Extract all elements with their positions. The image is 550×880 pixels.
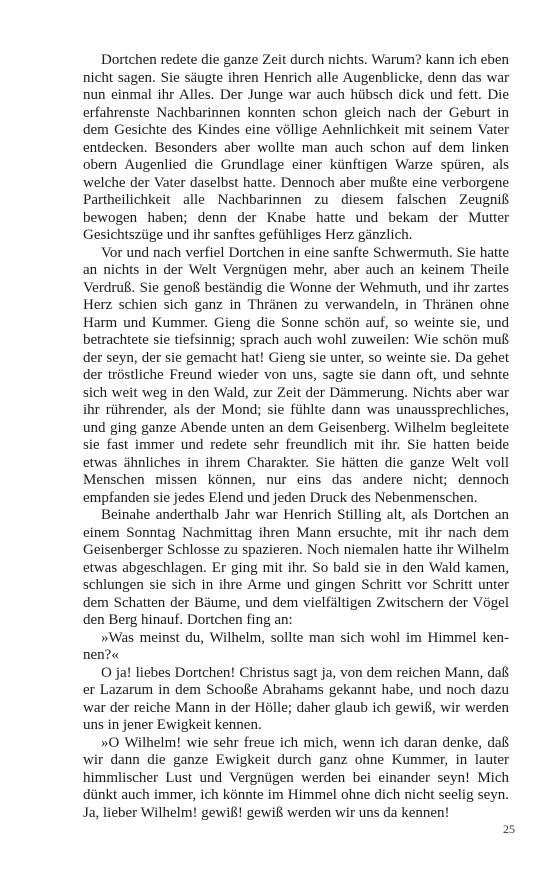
paragraph: Beinahe anderthalb Jahr war Henrich Stilling alt, als Dortchen an einem Sonntag Nachmittag ihren Mann ersuchte, mit ihr nach dem Geisenberger Schlosse zu spazieren. Noch niemalen hatte ihr Wilhelm etwas abgeschlagen. Er ging mit ihr. So bald sie in den Wald kamen, schlungen sie sich in ihre Arme und gingen Schritt vor Schritt unter dem Schatten der Bäume, und dem vielfältigen Zwitschern der Vögel den Berg hinauf. Dortchen fing an: xyxy=(83,507,509,628)
paragraph: Dortchen redete die ganze Zeit durch nichts. Warum? kann ich eben nicht sagen. Sie säugte ihren Henrich alle Augenblicke, denn das war nun einmal ihr Alles. Der Junge war auch hübsch dick und fett. Die erfahrenste Nachbarinnen konnten schon gleich nach der Geburt in dem Gesichte des Kindes eine völlige Aehnlichkeit mit seinem Vater entdecken. Besonders aber wollte man auch schon auf dem linken obern Augenlied die Grundlage einer künftigen Warze spüren, als welche der Vater daselbst hatte. Dennoch aber mußte eine verborgene Partheilichkeit alle Nachbarinnen zu diesem falschen Zeugniß bewogen haben; denn der Knabe hatte und bekam der Mutter Gesichtszüge und ihr sanftes gefühliges Herz gänzlich. xyxy=(83,52,509,243)
paragraph: Vor und nach verfiel Dortchen in eine sanfte Schwermuth. Sie hatte an nichts in der Welt Vergnügen mehr, aber auch an keinem Theile Verdruß. Sie genoß beständig die Wonne der Wehmuth, und ihr zartes Herz schien sich ganz in Thränen zu verwandeln, in Thränen ohne Harm und Kummer. Gieng die Sonne schön auf, so weinte sie, und betrachtete sie tiefsinnig; sprach auch wohl zuweilen: Wie schön muß der seyn, der sie gemacht hat! Gieng sie unter, so weinte sie. Da gehet der tröstliche Freund wieder von uns, sagte sie dann oft, und sehnte sich weit weg in den Wald, zur Zeit der Dämmerung. Nichts aber war ihr rührender, als der Mond; sie fühlte dann was unaussprechliches, und ging ganze Abende unten an dem Geisenberg. Wilhelm begleitete sie fast immer und redete sehr freundlich mit ihr. Sie hatten beide etwas ähnliches in ihrem Charakter. Sie hätten die ganze Welt voll Menschen missen können, nur eins das andere nicht; dennoch empfanden sie jedes Elend und jeden Druck des Nebenmenschen. xyxy=(83,244,509,506)
paragraph: »O Wilhelm! wie sehr freue ich mich, wenn ich daran denke, daß wir dann die ganze Ewigkeit durch ganz ohne Kummer, in lauter himmlischer Lust und Vergnügen werden bei einander seyn! Mich dünkt auch immer, ich könnte im Himmel ohne dich nicht seelig seyn. Ja, lieber Wilhelm! gewiß! gewiß werden wir uns da kennen! xyxy=(83,734,509,821)
body-text xyxy=(83,52,509,822)
paragraph: »Was meinst du, Wilhelm, sollte man sich wohl im Himmel kennen?« xyxy=(83,629,509,663)
page-number: 25 xyxy=(503,822,515,836)
paragraph: O ja! liebes Dortchen! Christus sagt ja, von dem reichen Mann, daß er Lazarum in dem Schooße Abrahams gekannt habe, und noch dazu war der reiche Mann in der Hölle; daher glaub ich gewiß, wir werden uns in jener Ewigkeit kennen. xyxy=(83,664,509,733)
